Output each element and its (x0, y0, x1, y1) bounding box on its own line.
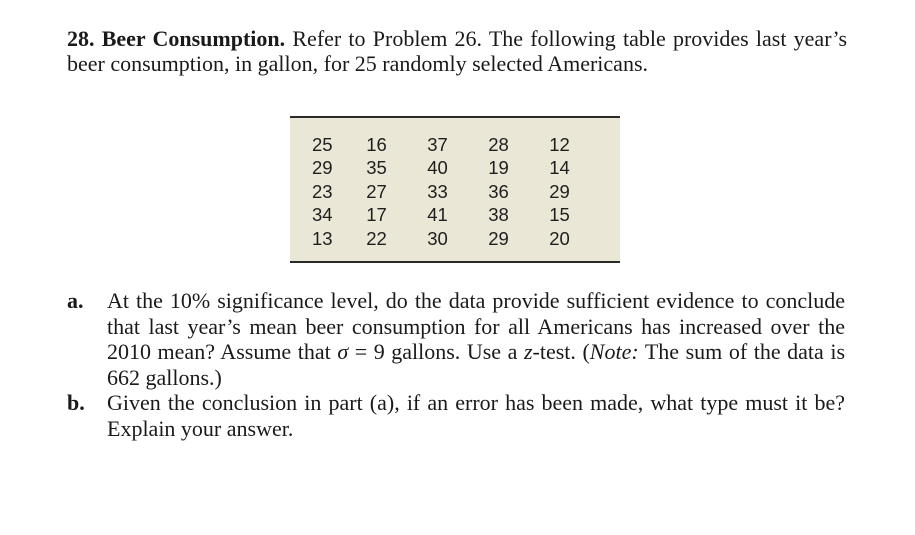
table-cell: 29 (312, 157, 333, 179)
sigma-symbol: σ (337, 339, 349, 365)
table-cell: 23 (312, 180, 333, 202)
table-row (312, 133, 590, 157)
part-b-text: Given the conclusion in part (a), if an error has been made, what type must it be? Explain your answer. (107, 390, 845, 441)
part-a-text-2: -test. ( (532, 339, 590, 365)
table-row (312, 157, 590, 181)
table-cell: 19 (488, 157, 509, 179)
table-row (312, 204, 590, 228)
part-b-label: b. (67, 390, 85, 416)
table-cell: 29 (549, 180, 570, 202)
table-cell: 16 (366, 133, 387, 155)
table-row (312, 180, 590, 204)
table-cell: 37 (427, 133, 448, 155)
problem-intro: Refer to Problem 26. The following table provides last year’s beer consumption, in gallon, for 25 randomly selected Americans. (67, 26, 848, 76)
note-label: Note: (589, 339, 639, 365)
table-cell: 12 (549, 133, 570, 155)
part-a-text-1: At the 10% significance level, do the data provide sufficient evidence to conclude that last year’s mean beer consumption for all Americans has increased over the 2010 mean? Assume that (107, 288, 845, 365)
table-cell: 20 (549, 227, 570, 249)
problem-title: Beer Consumption. (101, 26, 286, 51)
table-cell: 35 (366, 157, 387, 179)
part-b (67, 390, 845, 441)
table-cell: 36 (488, 180, 509, 202)
part-a-label: a. (67, 288, 84, 313)
table-cell: 34 (312, 204, 333, 226)
table-cell: 33 (427, 180, 448, 202)
table-cell: 41 (427, 204, 448, 226)
table-cell: 29 (488, 227, 509, 249)
table-cell: 25 (312, 133, 333, 155)
part-a-equals-text: = 9 gallons. Use a (354, 339, 518, 365)
z-letter: z (523, 339, 533, 365)
table-cell: 30 (427, 227, 448, 249)
table-cell: 28 (488, 133, 509, 155)
part-a-text-3: The sum of the data is 662 gallons.) (107, 339, 846, 390)
table-cell: 40 (427, 157, 448, 179)
table-cell: 38 (488, 204, 509, 226)
table-cell: 27 (366, 180, 387, 202)
table-cell: 17 (366, 204, 387, 226)
data-table-box (290, 116, 620, 263)
table-cell: 22 (366, 227, 387, 249)
table-row (312, 227, 590, 251)
problem-number: 28. (67, 26, 95, 51)
problem-parts (67, 288, 845, 442)
part-a (67, 288, 845, 390)
table-cell: 15 (549, 204, 570, 226)
beer-consumption-table (312, 133, 590, 251)
table-cell: 13 (312, 227, 333, 249)
table-cell: 14 (549, 157, 570, 179)
problem-statement (67, 26, 847, 76)
